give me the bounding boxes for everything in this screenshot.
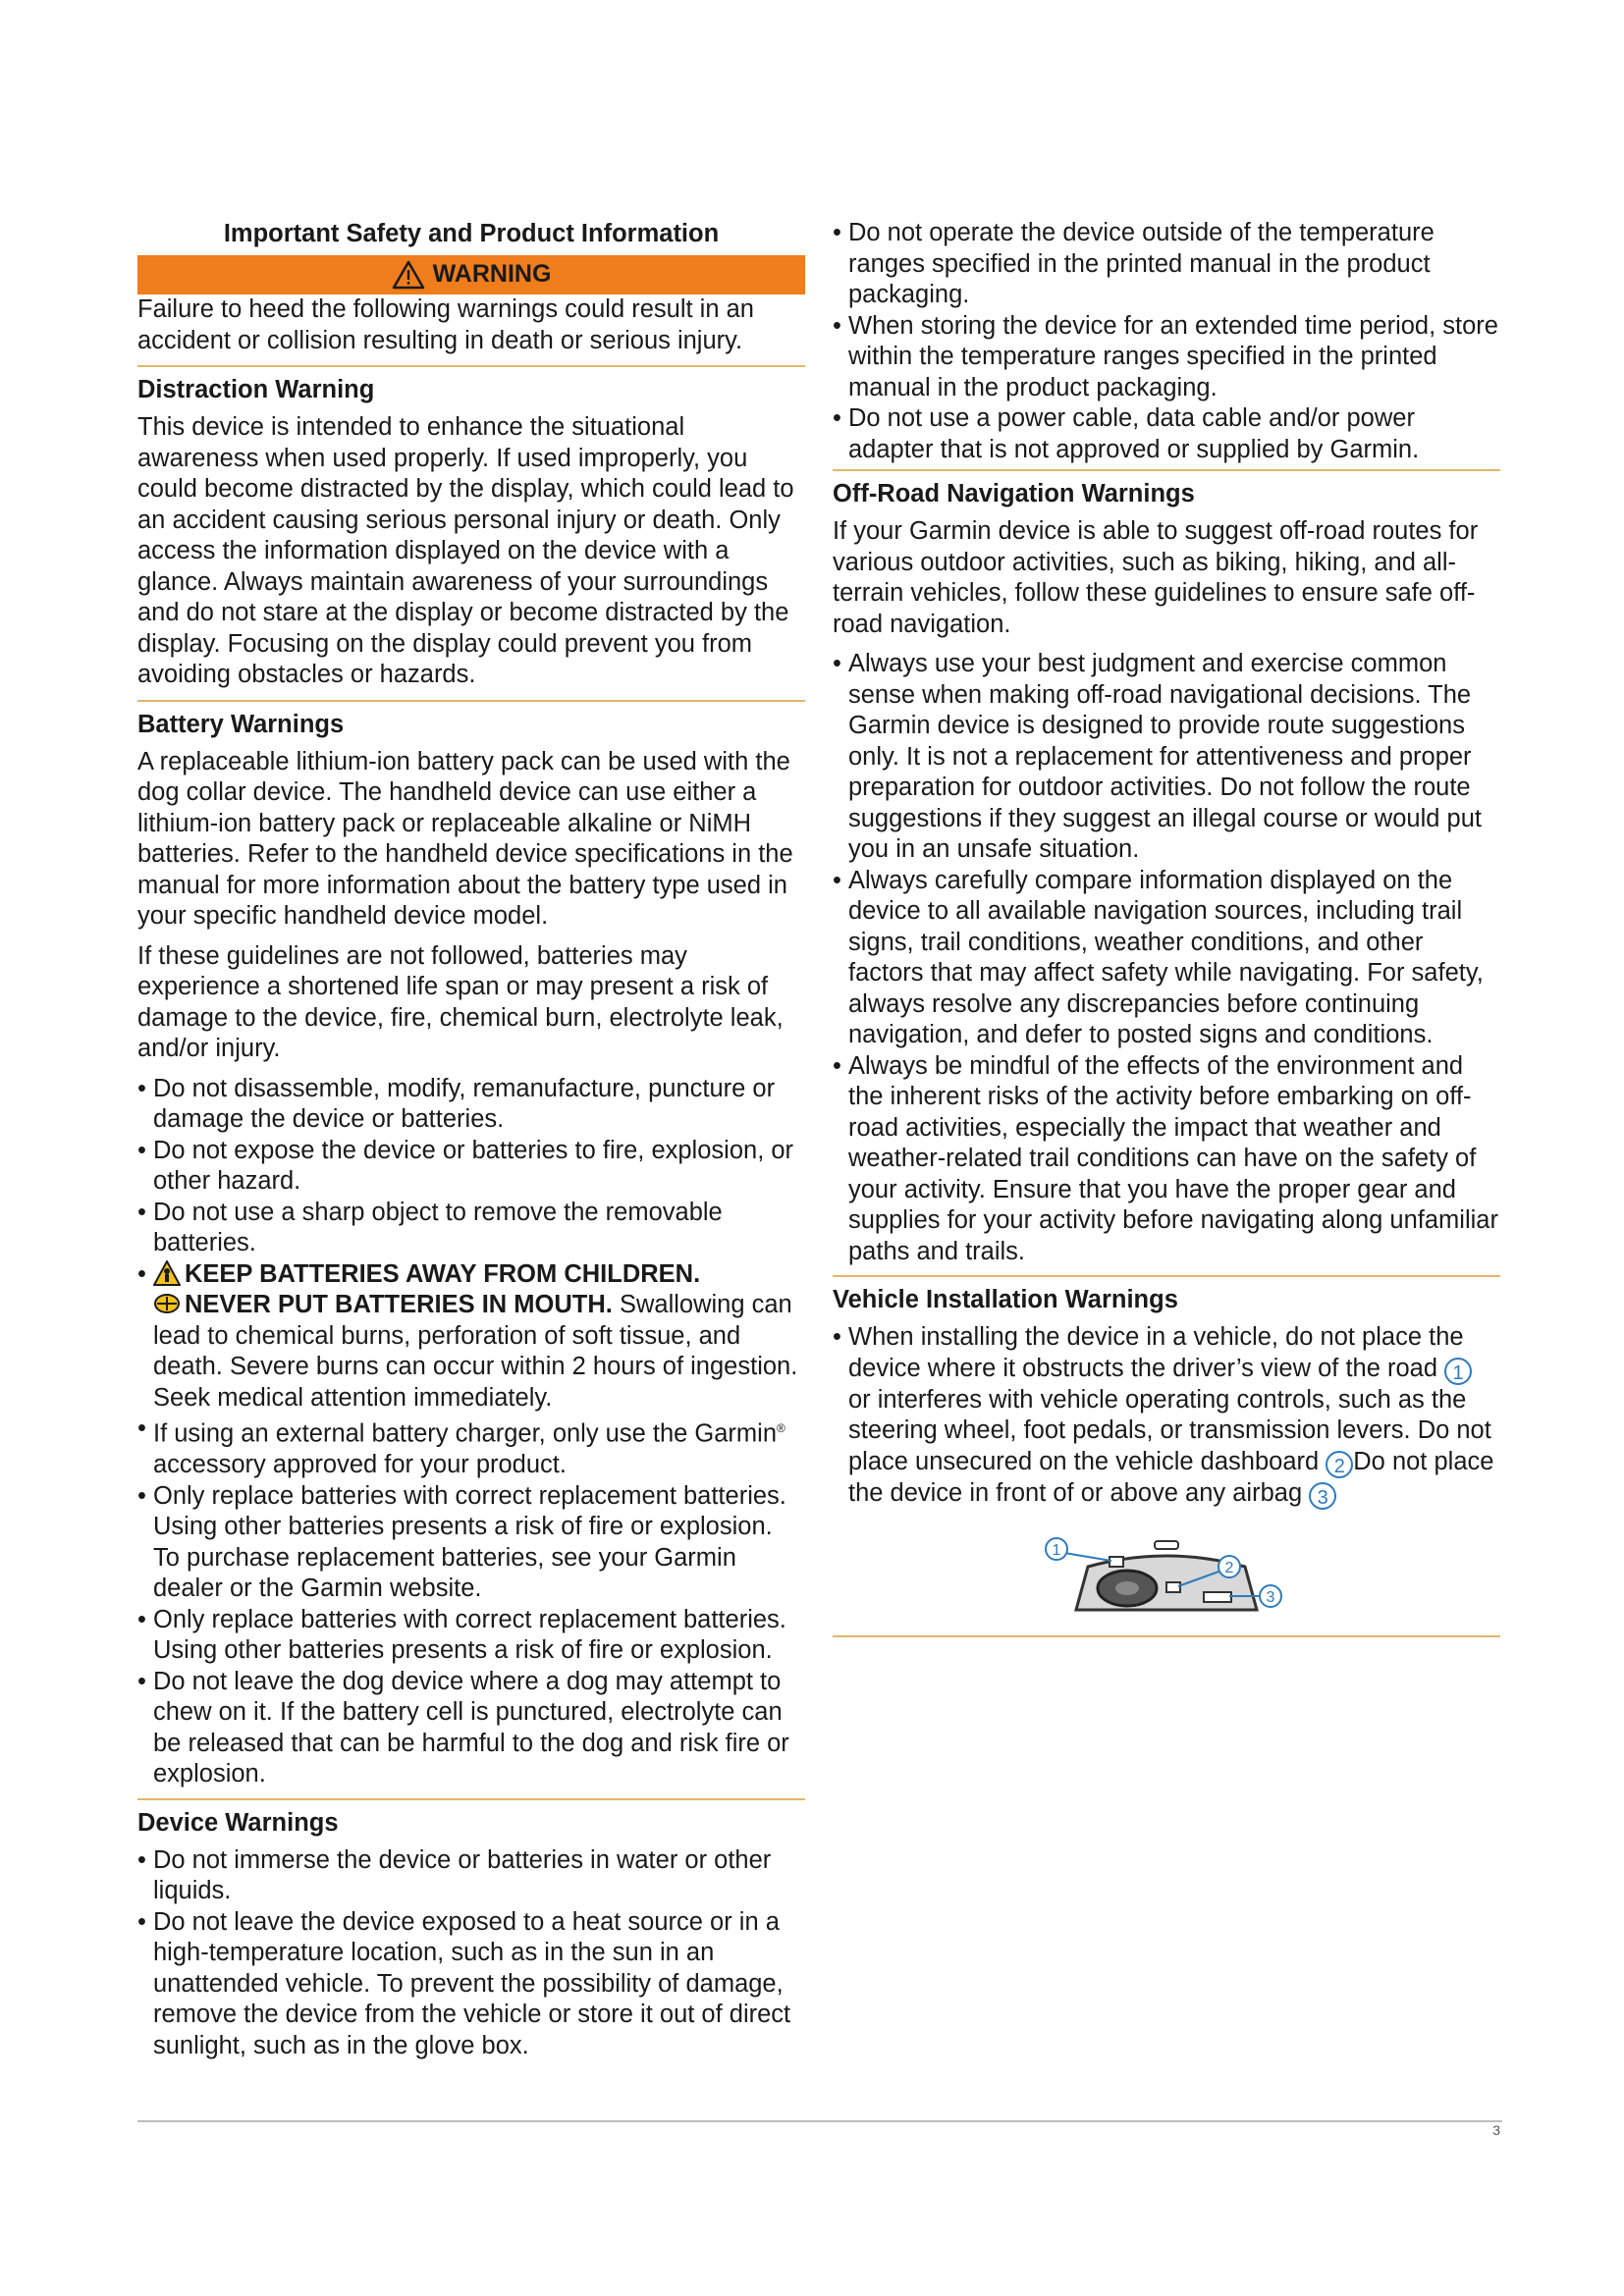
vehicle-list bbox=[833, 1322, 1500, 1510]
list-item bbox=[833, 1322, 1500, 1510]
warning-banner bbox=[137, 255, 805, 294]
charger-text: If using an external battery charger, only use the Garmin bbox=[153, 1419, 778, 1448]
coin-battery-icon bbox=[153, 1291, 181, 1316]
swallowing-text: Swallowing can lead to chemical burns, perforation of soft tissue, and death. Severe burns can occur within 2 hours of ingestion. Seek medical attention immediately. bbox=[153, 1291, 798, 1412]
warning-triangle-icon bbox=[392, 260, 425, 290]
list-item: • Do not use a power cable, data cable and/or power adapter that is not approved or supplied by Garmin. bbox=[833, 403, 1500, 465]
page-number: 3 bbox=[1492, 2122, 1500, 2138]
list-item: • Do not expose the device or batteries to fire, explosion, or other hazard. bbox=[137, 1136, 805, 1198]
list-item: • Only replace batteries with correct replacement batteries. Using other batteries presents a risk of fire or explosion. To purchase replacement batteries, see your Garmin dealer or the Garmin website. bbox=[137, 1481, 805, 1605]
right-column bbox=[833, 218, 1500, 1637]
vehicle-text-3: Do not place the device in front of or above any airbag bbox=[848, 1447, 1494, 1507]
figure-callout-1: 1 bbox=[1052, 1541, 1061, 1559]
callout-1-icon: 1 bbox=[1444, 1358, 1472, 1385]
list-item: • Do not operate the device outside of the temperature ranges specified in the printed manual in the product packaging. bbox=[833, 218, 1500, 311]
offroad-list bbox=[833, 649, 1500, 1267]
list-item: • Do not immerse the device or batteries in water or other liquids. bbox=[137, 1845, 805, 1907]
section-divider bbox=[833, 1635, 1500, 1637]
section-divider bbox=[833, 469, 1500, 471]
device-list-continued bbox=[833, 218, 1500, 465]
callout-2-icon: 2 bbox=[1326, 1451, 1353, 1478]
list-item bbox=[137, 1259, 805, 1415]
section-divider bbox=[137, 365, 805, 367]
battery-heading: Battery Warnings bbox=[137, 710, 345, 738]
list-item: • Always be mindful of the effects of the environment and the inherent risks of the activity before embarking on off-road activities, especially the impact that weather and weather-related trail conditions can have on the safety of your activity. Ensure that you have the proper gear and supplies for your activity before navigating along unfamiliar paths and trails. bbox=[833, 1051, 1500, 1268]
footer-rule bbox=[137, 2120, 1502, 2122]
callout-3-icon: 3 bbox=[1309, 1482, 1336, 1510]
page-title: Important Safety and Product Information bbox=[223, 220, 720, 247]
battery-paragraph-1: A replaceable lithium-ion battery pack can be used with the dog collar device. The handheld device can use either a lithium-ion battery pack or replaceable alkaline or NiMH batteries. Refer to the handheld device specifications in the manual for more information about the battery type used in your specific handheld device model. bbox=[137, 747, 793, 930]
distraction-text: This device is intended to enhance the situational awareness when used properly. If used improperly, you could become distracted by the display, which could lead to an accident causing serious personal injury or death. Only access the information displayed on the device with a glance. Always maintain awareness of your surroundings and do not stare at the display or become distracted by the display. Focusing on the display could prevent you from avoiding obstacles or hazards. bbox=[137, 413, 794, 688]
list-item: • Do not leave the dog device where a dog may attempt to chew on it. If the battery cell is punctured, electrolyte can be released that can be harmful to the dog and risk fire or explosion. bbox=[137, 1667, 805, 1790]
list-item: • Only replace batteries with correct replacement batteries. Using other batteries presents a risk of fire or explosion. bbox=[137, 1605, 805, 1667]
keep-away-text: KEEP BATTERIES AWAY FROM CHILDREN. bbox=[185, 1259, 701, 1288]
registered-mark: ® bbox=[777, 1421, 785, 1435]
charger-text-end: accessory approved for your product. bbox=[153, 1451, 567, 1478]
vehicle-text-1: When installing the device in a vehicle, do not place the device where it obstructs the driver’s view of the road bbox=[848, 1323, 1464, 1382]
warning-label: WARNING bbox=[432, 260, 552, 289]
list-item: • Always use your best judgment and exercise common sense when making off-road navigational decisions. The Garmin device is designed to provide route suggestions only. It is not a replacement for attentiveness and proper preparation for outdoor activities. Do not follow the route suggestions if they suggest an illegal course or would put you in an unsafe situation. bbox=[833, 649, 1500, 866]
list-item: • Do not disassemble, modify, remanufacture, puncture or damage the device or batteries. bbox=[137, 1074, 805, 1136]
section-divider bbox=[137, 1798, 805, 1800]
distraction-heading: Distraction Warning bbox=[137, 376, 375, 403]
battery-paragraph-2: If these guidelines are not followed, batteries may experience a shortened life span or may present a risk of damage to the device, fire, chemical burn, electrolyte leak, and/or injury. bbox=[137, 941, 784, 1062]
figure-callout-3: 3 bbox=[1266, 1588, 1275, 1606]
offroad-paragraph: If your Garmin device is able to suggest off-road routes for various outdoor activities, such as biking, hiking, and all-terrain vehicles, follow these guidelines to ensure safe off-road navigation. bbox=[833, 517, 1479, 638]
child-hazard-icon bbox=[153, 1260, 181, 1286]
battery-list bbox=[137, 1074, 805, 1790]
section-divider bbox=[137, 700, 805, 702]
section-divider bbox=[833, 1275, 1500, 1277]
list-item: • Do not use a sharp object to remove the removable batteries. bbox=[137, 1198, 805, 1259]
never-mouth-text: NEVER PUT BATTERIES IN MOUTH. bbox=[185, 1291, 613, 1318]
list-item bbox=[137, 1414, 805, 1481]
vehicle-heading: Vehicle Installation Warnings bbox=[833, 1286, 1178, 1313]
dashboard-illustration bbox=[1029, 1523, 1304, 1622]
vehicle-text-2: or interferes with vehicle operating controls, such as the steering wheel, foot pedals, or transmission levers. Do not place unsecured on the vehicle dashboard bbox=[848, 1385, 1491, 1475]
warning-intro: Failure to heed the following warnings could result in an accident or collision resulting in death or serious injury. bbox=[137, 295, 754, 354]
list-item: • Always carefully compare information displayed on the device to all available navigation sources, including trail signs, trail conditions, weather conditions, and other factors that may affect safety while navigating. For safety, always resolve any discrepancies before continuing navigation, and defer to posted signs and conditions. bbox=[833, 866, 1500, 1051]
vehicle-dashboard-figure bbox=[833, 1523, 1500, 1622]
device-heading: Device Warnings bbox=[137, 1808, 339, 1837]
list-item: • When storing the device for an extended time period, store within the temperature ranges specified in the printed manual in the product packaging. bbox=[833, 311, 1500, 404]
list-item: • Do not leave the device exposed to a heat source or in a high-temperature location, such as in the sun in an unattended vehicle. To prevent the possibility of damage, remove the device from the vehicle or store it out of direct sunlight, such as in the glove box. bbox=[137, 1907, 805, 2062]
offroad-heading: Off-Road Navigation Warnings bbox=[833, 480, 1195, 507]
left-column bbox=[137, 214, 805, 2065]
figure-callout-2: 2 bbox=[1224, 1559, 1234, 1576]
device-list bbox=[137, 1845, 805, 2062]
